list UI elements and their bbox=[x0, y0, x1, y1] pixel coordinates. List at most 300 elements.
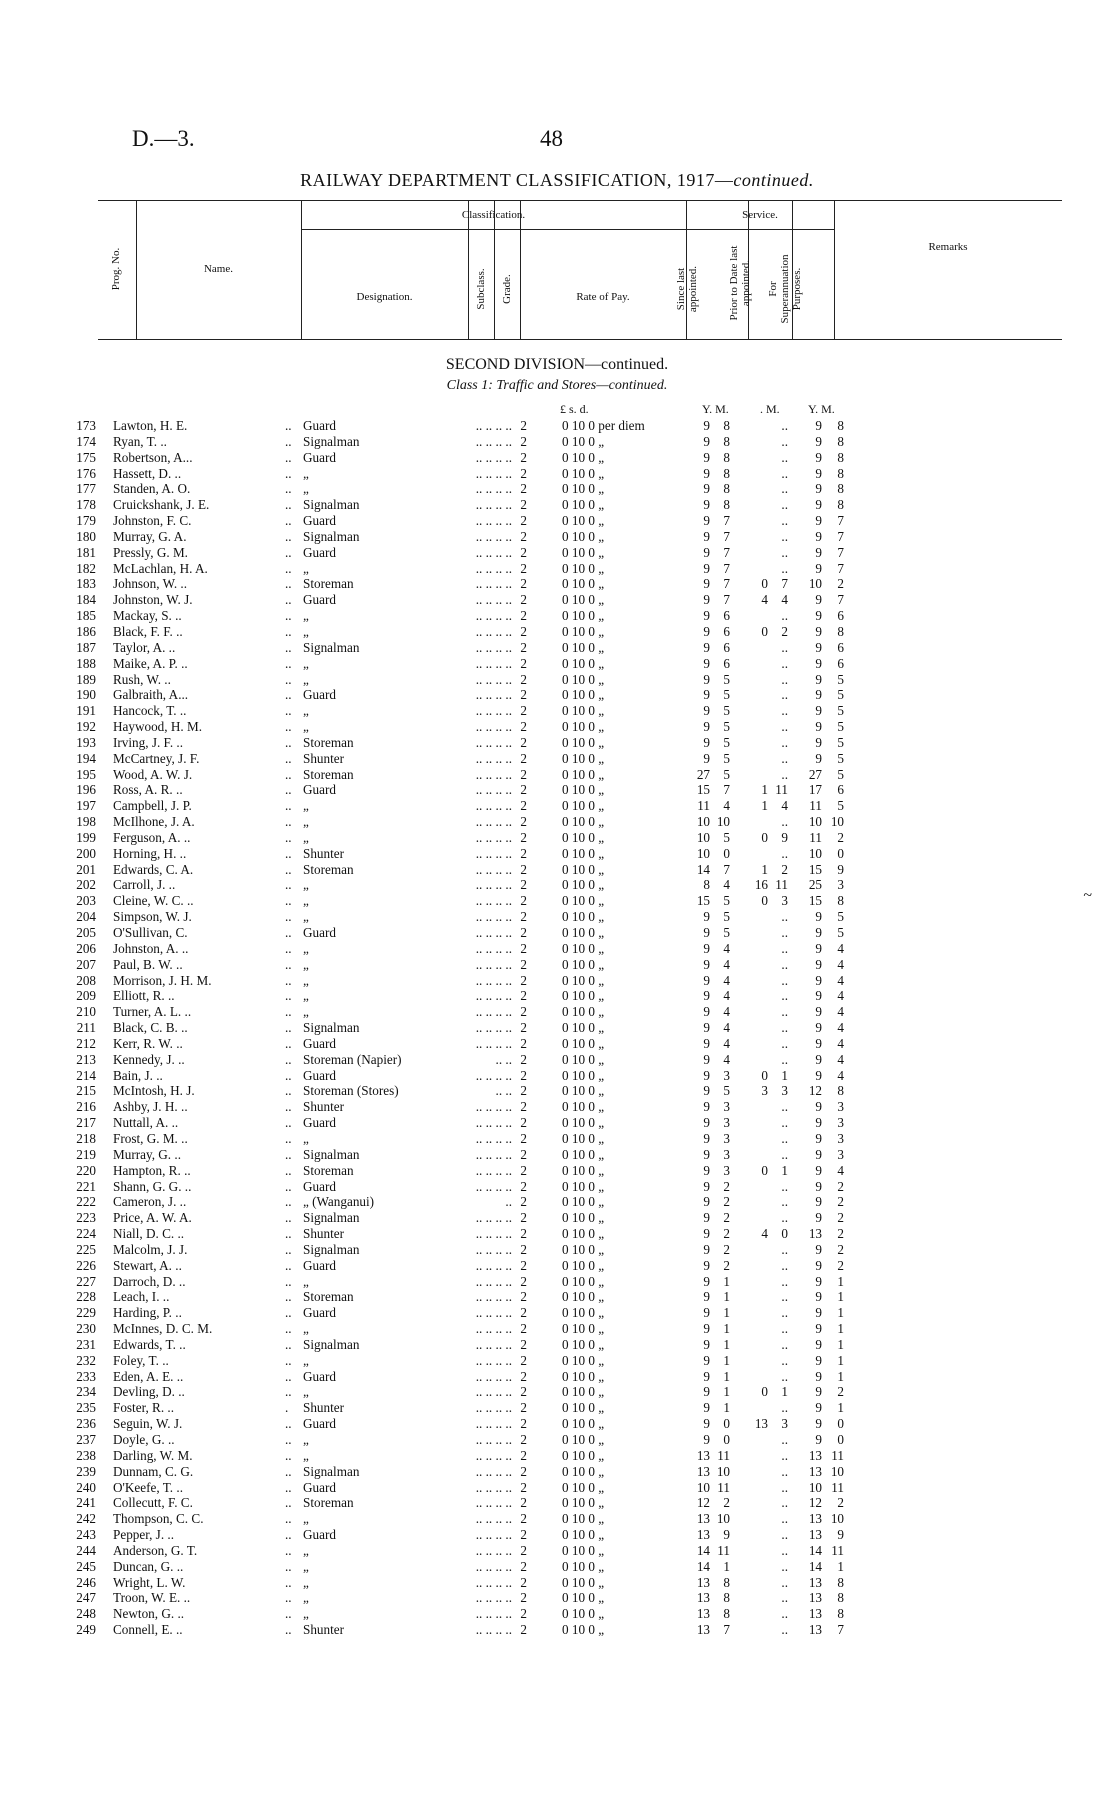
table-row bbox=[0, 434, 1114, 450]
cell-leader: .. bbox=[285, 1020, 292, 1036]
cell-sy: 9 bbox=[703, 1241, 710, 1257]
cell-grade: 2 bbox=[520, 1194, 527, 1210]
table-row bbox=[0, 481, 1114, 497]
cell-sm: 0 bbox=[723, 1416, 730, 1432]
cell-py: 0 bbox=[761, 893, 768, 909]
cell-tm: 2 bbox=[837, 829, 844, 845]
cell-leader: .. bbox=[285, 925, 292, 940]
cell-dots: .. .. .. .. bbox=[475, 513, 512, 529]
cell-sm: 1 bbox=[723, 1273, 730, 1289]
table-row bbox=[0, 624, 1114, 640]
cell-no: 180 bbox=[76, 528, 96, 544]
cell-pm: .. bbox=[781, 1336, 788, 1352]
cell-sy: 27 bbox=[696, 766, 710, 782]
cell-dots: .. .. .. .. bbox=[475, 703, 512, 719]
cell-sy: 9 bbox=[703, 623, 710, 639]
cell-sm: 2 bbox=[723, 1495, 730, 1511]
cell-sm: 6 bbox=[723, 639, 730, 655]
cell-sy: 14 bbox=[696, 1558, 710, 1574]
cell-ty: 13 bbox=[808, 1226, 822, 1242]
cell-pm: .. bbox=[781, 528, 788, 544]
cell-pm: 3 bbox=[781, 1416, 788, 1432]
cell-dots: .. .. .. .. bbox=[475, 1178, 512, 1194]
cell-grade: 2 bbox=[520, 1590, 527, 1606]
cell-grade: 2 bbox=[520, 1400, 527, 1416]
table-row bbox=[0, 1543, 1114, 1559]
cell-no: 202 bbox=[76, 877, 96, 893]
cell-no: 244 bbox=[76, 1542, 96, 1558]
cell-name: Kennedy, J. .. bbox=[113, 1051, 185, 1067]
cell-pay: 0 10 0 „ bbox=[562, 1463, 605, 1479]
cell-grade: 2 bbox=[520, 1336, 527, 1352]
cell-dots: .. .. .. .. bbox=[475, 655, 512, 671]
cell-pay: 0 10 0 „ bbox=[562, 1194, 605, 1210]
cell-name: Leach, I. .. bbox=[113, 1289, 170, 1305]
cell-sy: 13 bbox=[696, 1622, 710, 1638]
col-name: Name. bbox=[203, 263, 233, 275]
cell-designation: Shunter bbox=[303, 1400, 345, 1416]
cell-no: 227 bbox=[76, 1273, 96, 1289]
cell-designation: „ bbox=[303, 608, 309, 624]
cell-pm: .. bbox=[781, 1178, 788, 1194]
cell-no: 181 bbox=[76, 544, 96, 560]
table-row bbox=[0, 466, 1114, 482]
cell-designation: „ bbox=[303, 623, 309, 639]
table-body bbox=[0, 418, 1114, 1638]
cell-no: 235 bbox=[76, 1400, 96, 1416]
cell-designation: „ bbox=[303, 1590, 309, 1606]
cell-sy: 13 bbox=[696, 1574, 710, 1590]
cell-sm: 7 bbox=[723, 528, 730, 544]
cell-pay: 0 10 0 „ bbox=[562, 1146, 605, 1162]
table-row bbox=[0, 846, 1114, 862]
cell-leader: .. bbox=[285, 655, 292, 671]
cell-no: 241 bbox=[76, 1495, 96, 1511]
cell-sm: 11 bbox=[717, 1447, 730, 1463]
cell-name: Doyle, G. .. bbox=[113, 1432, 175, 1447]
cell-designation: Guard bbox=[303, 1368, 336, 1384]
cell-ty: 9 bbox=[815, 1305, 822, 1321]
cell-sm: 5 bbox=[723, 893, 730, 909]
cell-dots: .. .. .. .. bbox=[475, 1130, 512, 1146]
cell-sy: 9 bbox=[703, 940, 710, 956]
cell-tm: 8 bbox=[837, 465, 844, 481]
cell-designation: Signalman bbox=[303, 1146, 360, 1162]
cell-name: Taylor, A. .. bbox=[113, 639, 176, 655]
cell-sy: 13 bbox=[696, 1606, 710, 1622]
table-row bbox=[0, 719, 1114, 735]
cell-py: 4 bbox=[761, 1226, 768, 1242]
cell-no: 182 bbox=[76, 560, 96, 576]
cell-designation: Signalman bbox=[303, 639, 360, 655]
cell-leader: .. bbox=[285, 1368, 292, 1384]
cell-sm: 4 bbox=[723, 988, 730, 1004]
cell-name: Darling, W. M. bbox=[113, 1447, 193, 1463]
cell-dots: .. .. .. .. bbox=[475, 639, 512, 655]
cell-dots: .. .. .. .. bbox=[475, 1622, 512, 1638]
table-row bbox=[0, 450, 1114, 466]
cell-leader: .. bbox=[285, 1336, 292, 1352]
cell-no: 186 bbox=[76, 623, 96, 639]
cell-sm: 3 bbox=[723, 1099, 730, 1115]
cell-name: Morrison, J. H. M. bbox=[113, 972, 212, 988]
cell-tm: 7 bbox=[837, 592, 844, 608]
cell-dots: .. bbox=[505, 1194, 512, 1210]
cell-tm: 3 bbox=[837, 1146, 844, 1162]
table-row bbox=[0, 925, 1114, 941]
cell-dots: .. .. .. .. bbox=[475, 940, 512, 956]
cell-sy: 9 bbox=[703, 909, 710, 925]
table-row bbox=[0, 814, 1114, 830]
cell-no: 230 bbox=[76, 1321, 96, 1337]
cell-name: Darroch, D. .. bbox=[113, 1273, 186, 1289]
cell-name: Nuttall, A. .. bbox=[113, 1115, 179, 1131]
cell-designation: „ bbox=[303, 655, 309, 671]
cell-sy: 9 bbox=[703, 1115, 710, 1131]
cell-grade: 2 bbox=[520, 1051, 527, 1067]
cell-no: 224 bbox=[76, 1226, 96, 1242]
cell-sy: 9 bbox=[703, 608, 710, 624]
cell-sm: 5 bbox=[723, 719, 730, 735]
cell-dots: .. .. .. .. bbox=[475, 766, 512, 782]
cell-tm: 1 bbox=[837, 1368, 844, 1384]
cell-pay: 0 10 0 „ bbox=[562, 528, 605, 544]
cell-tm: 2 bbox=[837, 1178, 844, 1194]
table-row bbox=[0, 893, 1114, 909]
col-grade: Grade. bbox=[501, 274, 513, 304]
cell-ty: 9 bbox=[815, 972, 822, 988]
cell-sy: 14 bbox=[696, 1542, 710, 1558]
cell-ty: 9 bbox=[815, 687, 822, 703]
cell-pay: 0 10 0 „ bbox=[562, 703, 605, 719]
cell-leader: .. bbox=[285, 1416, 292, 1432]
cell-ty: 9 bbox=[815, 1368, 822, 1384]
units-super: Y. M. bbox=[808, 402, 835, 416]
cell-grade: 2 bbox=[520, 497, 527, 513]
cell-ty: 9 bbox=[815, 1210, 822, 1226]
cell-designation: „ bbox=[303, 703, 309, 719]
cell-sy: 9 bbox=[703, 1146, 710, 1162]
cell-tm: 5 bbox=[837, 703, 844, 719]
cell-leader: .. bbox=[285, 1352, 292, 1368]
table-row bbox=[0, 656, 1114, 672]
cell-tm: 1 bbox=[837, 1352, 844, 1368]
cell-sm: 5 bbox=[723, 671, 730, 687]
cell-dots: .. .. .. .. bbox=[475, 1574, 512, 1590]
cell-grade: 2 bbox=[520, 687, 527, 703]
cell-pay: 0 10 0 „ bbox=[562, 1400, 605, 1416]
cell-grade: 2 bbox=[520, 671, 527, 687]
cell-pay: 0 10 0 „ bbox=[562, 782, 605, 798]
cell-name: Connell, E. .. bbox=[113, 1622, 183, 1638]
cell-sm: 5 bbox=[723, 829, 730, 845]
cell-sy: 9 bbox=[703, 1226, 710, 1242]
cell-no: 193 bbox=[76, 734, 96, 750]
cell-grade: 2 bbox=[520, 1479, 527, 1495]
cell-sy: 12 bbox=[696, 1495, 710, 1511]
cell-no: 187 bbox=[76, 639, 96, 655]
cell-tm: 3 bbox=[837, 877, 844, 893]
table-row bbox=[0, 877, 1114, 893]
cell-tm: 8 bbox=[837, 1590, 844, 1606]
cell-name: Hassett, D. .. bbox=[113, 465, 182, 481]
cell-sm: 5 bbox=[723, 925, 730, 940]
cell-no: 191 bbox=[76, 703, 96, 719]
cell-dots: .. .. .. .. bbox=[475, 1305, 512, 1321]
cell-leader: .. bbox=[285, 1432, 292, 1447]
cell-sm: 1 bbox=[723, 1400, 730, 1416]
cell-grade: 2 bbox=[520, 623, 527, 639]
cell-no: 190 bbox=[76, 687, 96, 703]
cell-ty: 15 bbox=[808, 893, 822, 909]
cell-leader: .. bbox=[285, 671, 292, 687]
cell-tm: 8 bbox=[837, 449, 844, 465]
cell-leader: .. bbox=[285, 861, 292, 877]
col-remarks: Remarks bbox=[928, 241, 968, 253]
cell-sm: 8 bbox=[723, 481, 730, 497]
cell-tm: 4 bbox=[837, 1035, 844, 1051]
cell-ty: 13 bbox=[808, 1447, 822, 1463]
cell-dots: .. .. .. .. bbox=[475, 750, 512, 766]
table-row bbox=[0, 1337, 1114, 1353]
cell-sy: 9 bbox=[703, 576, 710, 592]
cell-sm: 1 bbox=[723, 1384, 730, 1400]
cell-dots: .. .. .. .. bbox=[475, 861, 512, 877]
cell-sm: 7 bbox=[723, 1622, 730, 1638]
cell-leader: .. bbox=[285, 1622, 292, 1638]
cell-tm: 3 bbox=[837, 1115, 844, 1131]
cell-designation: Signalman bbox=[303, 528, 360, 544]
table-row bbox=[0, 941, 1114, 957]
cell-tm: 7 bbox=[837, 1622, 844, 1638]
table-row bbox=[0, 830, 1114, 846]
cell-grade: 2 bbox=[520, 1289, 527, 1305]
cell-pay: 0 10 0 „ bbox=[562, 1321, 605, 1337]
col-subclass: Subclass. bbox=[475, 268, 487, 310]
cell-dots: .. .. .. .. bbox=[475, 1273, 512, 1289]
cell-no: 184 bbox=[76, 592, 96, 608]
cell-leader: .. bbox=[285, 1194, 292, 1210]
cell-tm: 2 bbox=[837, 576, 844, 592]
cell-sy: 9 bbox=[703, 1004, 710, 1020]
cell-leader: .. bbox=[285, 909, 292, 925]
cell-no: 221 bbox=[76, 1178, 96, 1194]
cell-ty: 9 bbox=[815, 592, 822, 608]
cell-grade: 2 bbox=[520, 1178, 527, 1194]
cell-tm: 8 bbox=[837, 418, 844, 433]
cell-pay: 0 10 0 „ bbox=[562, 1115, 605, 1131]
cell-tm: 3 bbox=[837, 1130, 844, 1146]
table-row bbox=[0, 1036, 1114, 1052]
cell-ty: 9 bbox=[815, 639, 822, 655]
cell-no: 188 bbox=[76, 655, 96, 671]
cell-dots: .. .. .. .. bbox=[475, 1099, 512, 1115]
cell-pm: .. bbox=[781, 1463, 788, 1479]
cell-pay: 0 10 0 „ bbox=[562, 1162, 605, 1178]
cell-no: 225 bbox=[76, 1241, 96, 1257]
cell-grade: 2 bbox=[520, 1004, 527, 1020]
cell-name: Robertson, A... bbox=[113, 449, 193, 465]
cell-leader: .. bbox=[285, 1257, 292, 1273]
cell-designation: Guard bbox=[303, 1479, 336, 1495]
cell-dots: .. .. .. .. bbox=[475, 687, 512, 703]
cell-name: O'Keefe, T. .. bbox=[113, 1479, 183, 1495]
cell-tm: 4 bbox=[837, 1020, 844, 1036]
cell-grade: 2 bbox=[520, 766, 527, 782]
cell-sm: 3 bbox=[723, 1146, 730, 1162]
cell-py: 1 bbox=[761, 861, 768, 877]
cell-tm: 5 bbox=[837, 798, 844, 814]
cell-pay: 0 10 0 „ bbox=[562, 845, 605, 861]
cell-tm: 7 bbox=[837, 544, 844, 560]
cell-grade: 2 bbox=[520, 528, 527, 544]
cell-name: McIntosh, H. J. bbox=[113, 1083, 195, 1099]
cell-tm: 1 bbox=[837, 1321, 844, 1337]
cell-sy: 9 bbox=[703, 1067, 710, 1083]
cell-leader: .. bbox=[285, 782, 292, 798]
cell-name: Carroll, J. .. bbox=[113, 877, 176, 893]
cell-sy: 9 bbox=[703, 750, 710, 766]
cell-leader: .. bbox=[285, 1273, 292, 1289]
cell-pm: .. bbox=[781, 703, 788, 719]
cell-tm: 4 bbox=[837, 988, 844, 1004]
cell-pm: .. bbox=[781, 1194, 788, 1210]
cell-designation: „ bbox=[303, 1004, 309, 1020]
cell-no: 237 bbox=[76, 1432, 96, 1447]
cell-pm: 4 bbox=[781, 592, 788, 608]
cell-leader: .. bbox=[285, 1146, 292, 1162]
cell-grade: 2 bbox=[520, 592, 527, 608]
cell-leader: .. bbox=[285, 1305, 292, 1321]
cell-name: Paul, B. W. .. bbox=[113, 956, 183, 972]
cell-ty: 9 bbox=[815, 655, 822, 671]
table-row bbox=[0, 703, 1114, 719]
cell-sm: 4 bbox=[723, 972, 730, 988]
cell-designation: „ bbox=[303, 940, 309, 956]
table-row bbox=[0, 1480, 1114, 1496]
cell-grade: 2 bbox=[520, 814, 527, 830]
cell-pm: .. bbox=[781, 1590, 788, 1606]
cell-designation: Signalman bbox=[303, 1463, 360, 1479]
cell-leader: .. bbox=[285, 1178, 292, 1194]
cell-sy: 9 bbox=[703, 655, 710, 671]
cell-dots: .. .. .. .. bbox=[475, 972, 512, 988]
cell-no: 214 bbox=[76, 1067, 96, 1083]
cell-py: 0 bbox=[761, 576, 768, 592]
cell-dots: .. .. .. .. bbox=[475, 956, 512, 972]
cell-no: 212 bbox=[76, 1035, 96, 1051]
cell-tm: 8 bbox=[837, 433, 844, 449]
cell-pay: 0 10 0 „ bbox=[562, 639, 605, 655]
col-classification: Classification. bbox=[461, 209, 526, 221]
cell-ty: 10 bbox=[808, 576, 822, 592]
cell-pay: 0 10 0 „ bbox=[562, 1273, 605, 1289]
cell-pm: .. bbox=[781, 497, 788, 513]
cell-leader: .. bbox=[285, 1479, 292, 1495]
cell-no: 189 bbox=[76, 671, 96, 687]
cell-sm: 7 bbox=[723, 544, 730, 560]
cell-leader: .. bbox=[285, 814, 292, 830]
cell-name: Black, C. B. .. bbox=[113, 1020, 188, 1036]
cell-tm: 4 bbox=[837, 956, 844, 972]
cell-sm: 10 bbox=[716, 1463, 730, 1479]
cell-sy: 13 bbox=[696, 1447, 710, 1463]
cell-grade: 2 bbox=[520, 465, 527, 481]
table-row bbox=[0, 513, 1114, 529]
cell-grade: 2 bbox=[520, 750, 527, 766]
cell-dots: .. .. .. .. bbox=[475, 1004, 512, 1020]
cell-pay: 0 10 0 „ bbox=[562, 576, 605, 592]
cell-designation: Storeman bbox=[303, 1289, 354, 1305]
cell-designation: „ bbox=[303, 1558, 309, 1574]
cell-dots: .. .. .. .. bbox=[475, 1542, 512, 1558]
cell-pay: 0 10 0 „ bbox=[562, 1574, 605, 1590]
cell-designation: Storeman (Napier) bbox=[303, 1051, 402, 1067]
cell-pm: .. bbox=[781, 1527, 788, 1543]
cell-sm: 1 bbox=[723, 1368, 730, 1384]
cell-name: Foley, T. .. bbox=[113, 1352, 169, 1368]
cell-sm: 8 bbox=[723, 433, 730, 449]
cell-grade: 2 bbox=[520, 972, 527, 988]
cell-name: McLachlan, H. A. bbox=[113, 560, 208, 576]
cell-sm: 10 bbox=[716, 814, 730, 830]
cell-dots: .. .. .. .. bbox=[475, 1067, 512, 1083]
document-reference: D.—3. bbox=[132, 126, 195, 151]
cell-pm: 3 bbox=[781, 1083, 788, 1099]
cell-dots: .. .. .. .. bbox=[475, 1257, 512, 1273]
cell-designation: Guard bbox=[303, 418, 336, 433]
cell-pay: 0 10 0 „ bbox=[562, 1606, 605, 1622]
cell-pm: .. bbox=[781, 465, 788, 481]
cell-designation: „ bbox=[303, 1273, 309, 1289]
cell-pay: 0 10 0 „ bbox=[562, 449, 605, 465]
cell-no: 205 bbox=[76, 925, 96, 940]
cell-ty: 12 bbox=[808, 1495, 822, 1511]
cell-tm: 8 bbox=[837, 1606, 844, 1622]
cell-no: 199 bbox=[76, 829, 96, 845]
cell-sm: 7 bbox=[723, 861, 730, 877]
cell-ty: 13 bbox=[808, 1606, 822, 1622]
cell-pm: .. bbox=[781, 956, 788, 972]
cell-dots: .. .. .. .. bbox=[475, 1352, 512, 1368]
cell-designation: „ bbox=[303, 829, 309, 845]
cell-sm: 0 bbox=[723, 1432, 730, 1447]
cell-ty: 14 bbox=[808, 1542, 822, 1558]
cell-name: Cameron, J. .. bbox=[113, 1194, 187, 1210]
cell-ty: 9 bbox=[815, 1146, 822, 1162]
cell-leader: .. bbox=[285, 1527, 292, 1543]
cell-grade: 2 bbox=[520, 1606, 527, 1622]
cell-sm: 2 bbox=[723, 1241, 730, 1257]
cell-pm: .. bbox=[781, 972, 788, 988]
cell-ty: 13 bbox=[808, 1527, 822, 1543]
cell-grade: 2 bbox=[520, 734, 527, 750]
cell-ty: 9 bbox=[815, 449, 822, 465]
table-row bbox=[0, 1163, 1114, 1179]
cell-sy: 9 bbox=[703, 734, 710, 750]
cell-sy: 9 bbox=[703, 497, 710, 513]
table-row bbox=[0, 672, 1114, 688]
cell-designation: Signalman bbox=[303, 1210, 360, 1226]
cell-name: Haywood, H. M. bbox=[113, 719, 203, 735]
cell-pay: 0 10 0 „ bbox=[562, 655, 605, 671]
units-lsd: £ s. d. bbox=[560, 402, 589, 416]
table-row bbox=[0, 973, 1114, 989]
table-row bbox=[0, 1353, 1114, 1369]
cell-leader: .. bbox=[285, 418, 292, 433]
cell-pm: .. bbox=[781, 1146, 788, 1162]
cell-no: 243 bbox=[76, 1527, 96, 1543]
